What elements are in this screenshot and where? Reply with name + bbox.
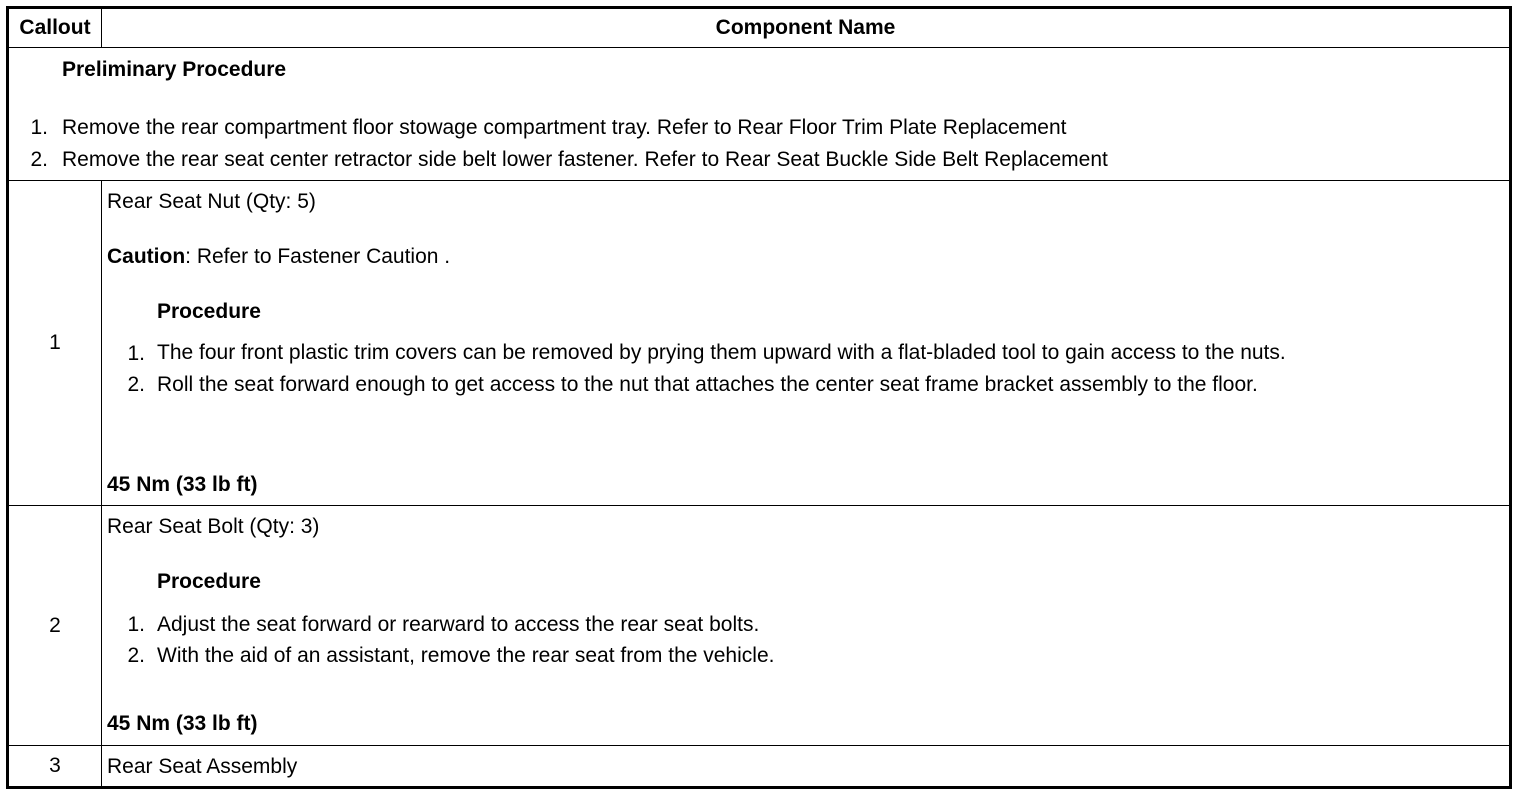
- table-header-row: [9, 9, 1509, 48]
- procedure-steps-list: [107, 609, 1487, 671]
- component-table: [6, 6, 1512, 789]
- step-text: Remove the rear seat center retractor side belt lower fastener. Refer to Rear Seat Buckle Side Belt Replacement: [62, 148, 1108, 171]
- component-cell: [102, 746, 1509, 786]
- step-number: 2.: [30, 148, 48, 171]
- step-text: Adjust the seat forward or rearward to access the rear seat bolts.: [157, 613, 760, 636]
- callout-column-header: Callout: [9, 9, 102, 47]
- step-text: The four front plastic trim covers can be removed by prying them upward with a flat-bladed tool to gain access to the nuts.: [157, 341, 1286, 364]
- list-item: [9, 144, 1489, 176]
- step-number: 1.: [127, 613, 145, 636]
- caution-text: : Refer to Fastener Caution .: [185, 245, 451, 268]
- step-text: Roll the seat forward enough to get access to the nut that attaches the center seat frame bracket assembly to the floor.: [157, 373, 1258, 396]
- step-number: 1.: [127, 342, 145, 365]
- component-name: Rear Seat Assembly: [107, 755, 298, 778]
- callout-cell: 3: [9, 746, 102, 786]
- list-item: [9, 112, 1489, 144]
- callout-cell: 2: [9, 506, 102, 745]
- caution-line: [107, 244, 450, 270]
- table-row: [9, 506, 1509, 746]
- list-item: [107, 609, 1487, 640]
- step-number: 2.: [127, 373, 145, 396]
- step-text: Remove the rear compartment floor stowage compartment tray. Refer to Rear Floor Trim Plate Replacement: [62, 116, 1067, 139]
- step-number: 2.: [127, 644, 145, 667]
- procedure-steps-list: [107, 338, 1487, 400]
- procedure-title: Procedure: [157, 570, 261, 593]
- component-cell: [102, 506, 1509, 745]
- preliminary-steps-list: [9, 112, 1489, 176]
- component-name: Rear Seat Nut (Qty: 5): [107, 190, 316, 213]
- list-item: [107, 369, 1487, 400]
- component-name-column-header: Component Name: [715, 16, 896, 39]
- component-name: Rear Seat Bolt (Qty: 3): [107, 515, 320, 538]
- preliminary-procedure-row: [9, 48, 1509, 181]
- torque-spec: 45 Nm (33 lb ft): [107, 473, 258, 496]
- caution-label: Caution: [107, 245, 186, 268]
- table-row: [9, 181, 1509, 506]
- step-number: 1.: [30, 116, 48, 139]
- list-item: [107, 338, 1487, 369]
- table-row: [9, 746, 1509, 786]
- callout-cell: 1: [9, 181, 102, 505]
- list-item: [107, 640, 1487, 671]
- component-cell: [102, 181, 1509, 505]
- preliminary-procedure-title: Preliminary Procedure: [62, 58, 287, 81]
- torque-spec: 45 Nm (33 lb ft): [107, 712, 258, 735]
- step-text: With the aid of an assistant, remove the rear seat from the vehicle.: [157, 644, 775, 667]
- procedure-title: Procedure: [157, 300, 261, 323]
